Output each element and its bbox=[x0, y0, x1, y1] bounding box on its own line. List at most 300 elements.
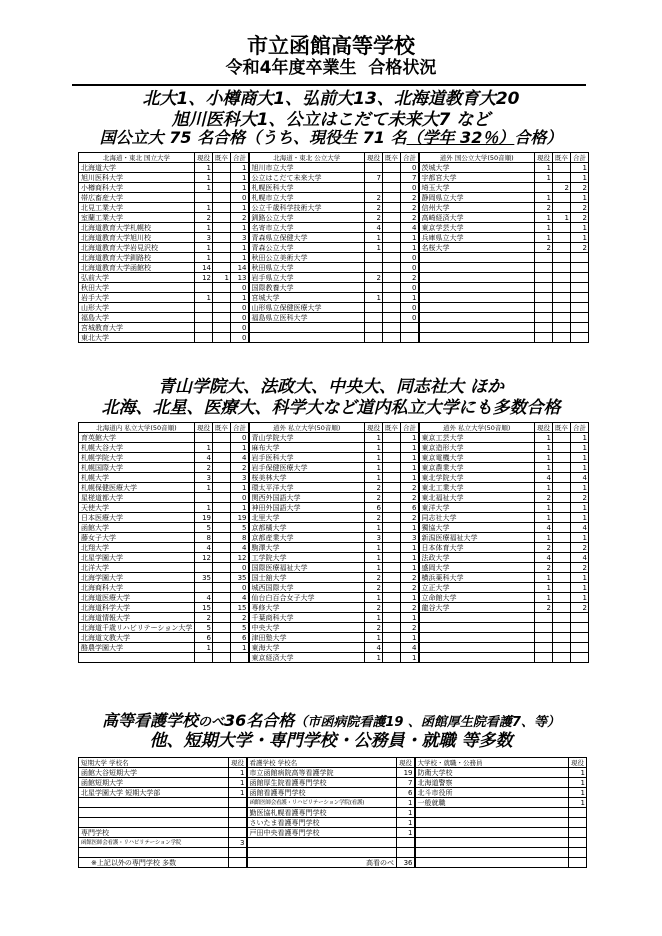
school-name-cell: 天使大学 bbox=[79, 503, 195, 513]
count-cell: 5 bbox=[231, 523, 249, 533]
count-cell bbox=[213, 543, 231, 553]
school-name: 市立函館高等学校 bbox=[247, 34, 415, 58]
count-cell bbox=[571, 263, 589, 273]
school-name-cell: 青山学院大学 bbox=[249, 433, 365, 443]
count-cell: 1 bbox=[535, 173, 553, 183]
school-name-cell: 室蘭工業大学 bbox=[79, 213, 195, 223]
count-cell: 1 bbox=[229, 778, 247, 788]
count-cell bbox=[535, 323, 553, 333]
school-name-cell: 北海道警察 bbox=[415, 778, 569, 788]
count-cell: 1 bbox=[365, 473, 383, 483]
count-cell bbox=[553, 653, 571, 663]
count-cell bbox=[213, 243, 231, 253]
table-header-row bbox=[79, 423, 589, 433]
count-cell bbox=[553, 273, 571, 283]
table-row bbox=[79, 838, 587, 848]
school-name-cell: 札幌大学 bbox=[79, 473, 195, 483]
count-cell bbox=[213, 443, 231, 453]
school-name-cell: 日本医療大学 bbox=[79, 513, 195, 523]
count-cell bbox=[213, 223, 231, 233]
count-cell: 1 bbox=[401, 243, 419, 253]
count-cell bbox=[553, 173, 571, 183]
count-cell: 1 bbox=[535, 533, 553, 543]
national-public-table bbox=[78, 152, 589, 343]
school-name-cell: 一般就職 bbox=[415, 798, 569, 808]
school-name-cell bbox=[79, 798, 229, 808]
column-header: 現役 bbox=[535, 423, 553, 433]
highlight-nursing-label: 高等看護学校 bbox=[102, 711, 199, 730]
count-cell bbox=[553, 243, 571, 253]
school-name-cell bbox=[415, 808, 569, 818]
count-cell: 1 bbox=[365, 593, 383, 603]
count-cell: 3 bbox=[229, 838, 247, 848]
count-cell: 1 bbox=[365, 233, 383, 243]
count-cell: 3 bbox=[401, 533, 419, 543]
count-cell bbox=[397, 848, 415, 858]
school-name-cell: 立正大学 bbox=[419, 583, 535, 593]
school-name-cell bbox=[419, 283, 535, 293]
count-cell: 1 bbox=[195, 503, 213, 513]
count-cell bbox=[383, 583, 401, 593]
school-name-cell: 津田塾大学 bbox=[249, 633, 365, 643]
count-cell: 0 bbox=[231, 323, 249, 333]
count-cell bbox=[195, 303, 213, 313]
table-row bbox=[79, 513, 589, 523]
count-cell bbox=[383, 173, 401, 183]
school-name-cell bbox=[419, 653, 535, 663]
table-row bbox=[79, 603, 589, 613]
count-cell bbox=[365, 323, 383, 333]
count-cell: 2 bbox=[535, 563, 553, 573]
count-cell bbox=[553, 283, 571, 293]
count-cell bbox=[213, 493, 231, 503]
count-cell bbox=[571, 303, 589, 313]
table-row bbox=[79, 273, 589, 283]
table-row bbox=[79, 583, 589, 593]
column-header: 現役 bbox=[569, 758, 587, 768]
school-name-cell: 北見工業大学 bbox=[79, 203, 195, 213]
count-cell: 1 bbox=[229, 788, 247, 798]
count-cell: 1 bbox=[365, 563, 383, 573]
count-cell: 7 bbox=[397, 778, 415, 788]
count-cell: 1 bbox=[195, 203, 213, 213]
count-cell bbox=[383, 193, 401, 203]
count-cell bbox=[553, 503, 571, 513]
count-cell: 1 bbox=[535, 513, 553, 523]
count-cell bbox=[213, 593, 231, 603]
count-cell bbox=[383, 603, 401, 613]
count-cell: 1 bbox=[365, 523, 383, 533]
count-cell: 1 bbox=[401, 453, 419, 463]
count-cell: 14 bbox=[231, 263, 249, 273]
count-cell bbox=[383, 493, 401, 503]
count-cell: 13 bbox=[231, 273, 249, 283]
count-cell bbox=[535, 633, 553, 643]
school-name-cell: 東京経済大学 bbox=[249, 653, 365, 663]
count-cell bbox=[195, 313, 213, 323]
school-name-cell: 新潟医療福祉大学 bbox=[419, 533, 535, 543]
count-cell: 1 bbox=[231, 203, 249, 213]
count-cell bbox=[553, 263, 571, 273]
count-cell: 1 bbox=[231, 253, 249, 263]
count-cell: 1 bbox=[535, 573, 553, 583]
school-name-cell: 札幌国際大学 bbox=[79, 463, 195, 473]
count-cell bbox=[365, 253, 383, 263]
count-cell bbox=[553, 493, 571, 503]
column-header: 現役 bbox=[229, 758, 247, 768]
count-cell: 2 bbox=[571, 493, 589, 503]
highlight-grade-percent: （学年 32％） bbox=[406, 128, 515, 147]
count-cell bbox=[553, 543, 571, 553]
table-row bbox=[79, 223, 589, 233]
count-cell bbox=[571, 283, 589, 293]
count-cell bbox=[365, 183, 383, 193]
count-cell bbox=[383, 323, 401, 333]
count-cell: 15 bbox=[195, 603, 213, 613]
count-cell: 1 bbox=[195, 173, 213, 183]
count-cell: 1 bbox=[571, 453, 589, 463]
count-cell: 3 bbox=[365, 533, 383, 543]
count-cell bbox=[535, 333, 553, 343]
count-cell: 1 bbox=[195, 253, 213, 263]
school-name-cell: 京都産業大学 bbox=[249, 533, 365, 543]
highlight-nursing-nobe: のべ bbox=[198, 715, 225, 730]
count-cell: 1 bbox=[365, 453, 383, 463]
school-name-cell: 横浜薬科大学 bbox=[419, 573, 535, 583]
count-cell bbox=[569, 818, 587, 828]
count-cell: 1 bbox=[365, 653, 383, 663]
count-cell: 1 bbox=[535, 193, 553, 203]
count-cell bbox=[383, 233, 401, 243]
count-cell bbox=[571, 643, 589, 653]
column-header: 既卒 bbox=[213, 423, 231, 433]
count-cell bbox=[571, 333, 589, 343]
count-cell: 2 bbox=[365, 513, 383, 523]
table-row bbox=[79, 193, 589, 203]
count-cell: 1 bbox=[571, 483, 589, 493]
count-cell: 19 bbox=[231, 513, 249, 523]
school-name-cell: 札幌大谷大学 bbox=[79, 443, 195, 453]
table-row bbox=[79, 798, 587, 808]
table-row bbox=[79, 243, 589, 253]
column-header: 北海道・東北 公立大学 bbox=[249, 153, 365, 163]
count-cell: 0 bbox=[401, 303, 419, 313]
count-cell bbox=[213, 563, 231, 573]
count-cell bbox=[213, 503, 231, 513]
column-header: 既卒 bbox=[213, 153, 231, 163]
count-cell: 6 bbox=[397, 788, 415, 798]
count-cell bbox=[571, 273, 589, 283]
count-cell bbox=[383, 503, 401, 513]
count-cell: 1 bbox=[571, 583, 589, 593]
highlight-nursing-detail: （市函病院看護19 、函館厚生院看護7、等） bbox=[294, 715, 560, 730]
school-name-cell: 釧路公立大学 bbox=[249, 213, 365, 223]
count-cell bbox=[383, 473, 401, 483]
count-cell bbox=[213, 533, 231, 543]
count-cell: 2 bbox=[365, 483, 383, 493]
count-cell: 1 bbox=[401, 463, 419, 473]
table-row bbox=[79, 293, 589, 303]
count-cell: 3 bbox=[231, 473, 249, 483]
count-cell: 1 bbox=[401, 593, 419, 603]
count-cell bbox=[213, 633, 231, 643]
count-cell: 0 bbox=[401, 313, 419, 323]
count-cell: 2 bbox=[231, 213, 249, 223]
count-cell bbox=[553, 563, 571, 573]
column-header: 北海道内 私立大学(50音順) bbox=[79, 423, 195, 433]
school-name-cell: 旭川市立大学 bbox=[249, 163, 365, 173]
count-cell: 5 bbox=[231, 623, 249, 633]
count-cell bbox=[383, 453, 401, 463]
count-cell: 2 bbox=[571, 213, 589, 223]
table-header-row bbox=[79, 153, 589, 163]
count-cell: 2 bbox=[365, 603, 383, 613]
table-row bbox=[79, 173, 589, 183]
count-cell bbox=[383, 463, 401, 473]
count-cell: 6 bbox=[231, 633, 249, 643]
count-cell bbox=[213, 433, 231, 443]
school-name-cell: 信州大学 bbox=[419, 203, 535, 213]
count-cell bbox=[213, 643, 231, 653]
school-name-cell: 工学院大学 bbox=[249, 553, 365, 563]
school-name-cell: 酪農学園大学 bbox=[79, 643, 195, 653]
school-name-cell: 東京電機大学 bbox=[419, 453, 535, 463]
count-cell: 6 bbox=[195, 633, 213, 643]
count-cell bbox=[571, 623, 589, 633]
count-cell: 1 bbox=[195, 293, 213, 303]
school-name-cell bbox=[419, 643, 535, 653]
column-header: 既卒 bbox=[553, 423, 571, 433]
count-cell: 1 bbox=[401, 523, 419, 533]
school-name-cell: 桜美林大学 bbox=[249, 473, 365, 483]
report-title bbox=[0, 58, 662, 78]
count-cell bbox=[383, 543, 401, 553]
school-name-cell: 北海道教育大学岩見沢校 bbox=[79, 243, 195, 253]
count-cell bbox=[195, 433, 213, 443]
school-name-cell: 北海道医療大学 bbox=[79, 593, 195, 603]
school-name-cell: 防衛大学校 bbox=[415, 768, 569, 778]
count-cell: 1 bbox=[231, 243, 249, 253]
school-name-cell: 宮城大学 bbox=[249, 293, 365, 303]
count-cell: 1 bbox=[231, 163, 249, 173]
school-name-cell: 北洋大学 bbox=[79, 563, 195, 573]
column-header: 道外 私立大学(50音順) bbox=[249, 423, 365, 433]
count-cell: 1 bbox=[569, 788, 587, 798]
count-cell bbox=[383, 563, 401, 573]
count-cell: 0 bbox=[231, 313, 249, 323]
count-cell bbox=[553, 583, 571, 593]
count-cell bbox=[383, 533, 401, 543]
count-cell bbox=[553, 623, 571, 633]
count-cell bbox=[553, 253, 571, 263]
count-cell: 2 bbox=[401, 193, 419, 203]
count-cell: 2 bbox=[231, 463, 249, 473]
count-cell bbox=[213, 303, 231, 313]
count-cell bbox=[553, 163, 571, 173]
school-name-cell: 盛岡大学 bbox=[419, 563, 535, 573]
count-cell bbox=[553, 513, 571, 523]
table-row bbox=[79, 788, 587, 798]
count-cell bbox=[383, 183, 401, 193]
count-cell: 1 bbox=[535, 223, 553, 233]
count-cell bbox=[535, 183, 553, 193]
count-cell: 1 bbox=[569, 798, 587, 808]
count-cell: 2 bbox=[535, 493, 553, 503]
school-name-cell: 北海道情報大学 bbox=[79, 613, 195, 623]
count-cell: 1 bbox=[365, 463, 383, 473]
count-cell bbox=[553, 643, 571, 653]
school-name-cell: 弘前大学 bbox=[79, 273, 195, 283]
school-name-cell: 北里大学 bbox=[249, 513, 365, 523]
count-cell: 1 bbox=[397, 828, 415, 838]
count-cell bbox=[213, 263, 231, 273]
school-name-cell: 勤医協札幌看護専門学校 bbox=[247, 808, 397, 818]
table-row bbox=[79, 623, 589, 633]
count-cell bbox=[213, 233, 231, 243]
school-name-cell bbox=[415, 838, 569, 848]
count-cell: 4 bbox=[571, 473, 589, 483]
school-name-cell: 北星学園大学 bbox=[79, 553, 195, 563]
school-name-cell: 函館医師会看護・リハビリテーション学院(看護) bbox=[247, 798, 397, 808]
count-cell bbox=[213, 513, 231, 523]
count-cell: 1 bbox=[535, 213, 553, 223]
school-name-cell bbox=[415, 848, 569, 858]
count-cell: 1 bbox=[231, 483, 249, 493]
count-cell bbox=[229, 828, 247, 838]
private-university-table bbox=[78, 422, 589, 663]
other-schools-note: ※上記以外の専門学校 多数 bbox=[79, 858, 229, 868]
count-cell bbox=[213, 483, 231, 493]
school-name-cell: 専修大学 bbox=[249, 603, 365, 613]
count-cell: 0 bbox=[231, 433, 249, 443]
school-name-cell: 埼玉大学 bbox=[419, 183, 535, 193]
table-header-row bbox=[79, 758, 587, 768]
count-cell bbox=[383, 553, 401, 563]
count-cell: 1 bbox=[365, 633, 383, 643]
highlight-others: 他、短期大学・専門学校・公務員・就職 等多数 bbox=[149, 731, 513, 751]
column-header: 北海道・東北 国立大学 bbox=[79, 153, 195, 163]
count-cell: 2 bbox=[365, 203, 383, 213]
school-name-cell: 北海道大学 bbox=[79, 163, 195, 173]
count-cell: 12 bbox=[195, 553, 213, 563]
count-cell bbox=[569, 838, 587, 848]
count-cell bbox=[535, 623, 553, 633]
school-name-cell: 青森県立保健大学 bbox=[249, 233, 365, 243]
count-cell: 6 bbox=[365, 503, 383, 513]
count-cell: 3 bbox=[231, 233, 249, 243]
count-cell bbox=[553, 603, 571, 613]
count-cell bbox=[553, 203, 571, 213]
table-row bbox=[79, 848, 587, 858]
count-cell bbox=[213, 613, 231, 623]
school-name-cell: 国際医療福祉大学 bbox=[249, 563, 365, 573]
table-footer-row bbox=[79, 858, 587, 868]
count-cell: 1 bbox=[231, 443, 249, 453]
school-name-cell: 日本体育大学 bbox=[419, 543, 535, 553]
school-name-cell: 札幌医科大学 bbox=[249, 183, 365, 193]
school-name-cell: 福島大学 bbox=[79, 313, 195, 323]
highlight-national-count: 国公立大 75 名合格（うち、現役生 71 名 bbox=[99, 128, 407, 147]
school-name-cell: 東北福祉大学 bbox=[419, 493, 535, 503]
school-name-cell: 獨協大学 bbox=[419, 523, 535, 533]
count-cell: 35 bbox=[231, 573, 249, 583]
count-cell: 4 bbox=[571, 553, 589, 563]
count-cell bbox=[535, 613, 553, 623]
count-cell bbox=[553, 313, 571, 323]
count-cell bbox=[213, 293, 231, 303]
count-cell bbox=[383, 623, 401, 633]
count-cell: 5 bbox=[195, 523, 213, 533]
nursing-total-label: 高看のべ bbox=[247, 858, 397, 868]
count-cell bbox=[535, 643, 553, 653]
school-name-cell: 公立千歳科学技術大学 bbox=[249, 203, 365, 213]
count-cell bbox=[535, 283, 553, 293]
count-cell bbox=[553, 633, 571, 643]
school-name-cell: 神田外国語大学 bbox=[249, 503, 365, 513]
table-row bbox=[79, 283, 589, 293]
count-cell bbox=[553, 593, 571, 603]
count-cell bbox=[553, 523, 571, 533]
count-cell bbox=[365, 333, 383, 343]
school-name-cell bbox=[79, 653, 195, 663]
school-name-cell bbox=[419, 313, 535, 323]
count-cell bbox=[383, 263, 401, 273]
count-cell bbox=[383, 333, 401, 343]
count-cell: 1 bbox=[195, 483, 213, 493]
count-cell: 1 bbox=[571, 533, 589, 543]
table-row bbox=[79, 493, 589, 503]
count-cell bbox=[569, 808, 587, 818]
count-cell bbox=[553, 453, 571, 463]
count-cell: 1 bbox=[195, 243, 213, 253]
count-cell: 1 bbox=[535, 433, 553, 443]
count-cell: 1 bbox=[571, 173, 589, 183]
table-row bbox=[79, 643, 589, 653]
count-cell: 2 bbox=[571, 183, 589, 193]
table-row bbox=[79, 533, 589, 543]
school-name-cell: 岩手保健医療大学 bbox=[249, 463, 365, 473]
count-cell bbox=[383, 643, 401, 653]
school-name-cell: 北海商科大学 bbox=[79, 583, 195, 593]
count-cell: 1 bbox=[535, 503, 553, 513]
count-cell bbox=[213, 463, 231, 473]
count-cell: 1 bbox=[231, 183, 249, 193]
table-row bbox=[79, 463, 589, 473]
count-cell: 4 bbox=[195, 453, 213, 463]
count-cell bbox=[365, 263, 383, 273]
count-cell bbox=[229, 808, 247, 818]
count-cell: 2 bbox=[365, 193, 383, 203]
count-cell: 2 bbox=[401, 483, 419, 493]
count-cell: 4 bbox=[401, 223, 419, 233]
count-cell: 1 bbox=[195, 183, 213, 193]
column-header: 看護学校 学校名 bbox=[247, 758, 397, 768]
count-cell bbox=[383, 613, 401, 623]
count-cell: 12 bbox=[231, 553, 249, 563]
count-cell: 1 bbox=[535, 593, 553, 603]
school-name-cell: 環太平洋大学 bbox=[249, 483, 365, 493]
count-cell: 2 bbox=[195, 463, 213, 473]
table-row bbox=[79, 313, 589, 323]
table-row bbox=[79, 433, 589, 443]
school-name-cell bbox=[415, 818, 569, 828]
count-cell: 19 bbox=[397, 768, 415, 778]
count-cell bbox=[383, 163, 401, 173]
count-cell bbox=[229, 818, 247, 828]
count-cell bbox=[553, 223, 571, 233]
count-cell bbox=[553, 233, 571, 243]
school-name-cell: 青森公立大学 bbox=[249, 243, 365, 253]
